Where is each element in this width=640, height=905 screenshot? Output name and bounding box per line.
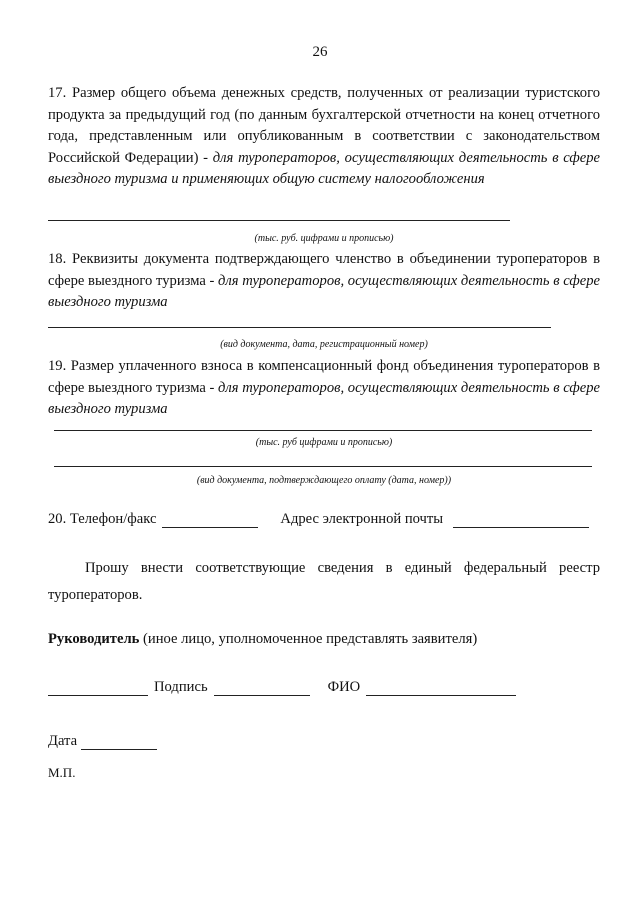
- item-17-caption: (тыс. руб. цифрами и прописью): [254, 233, 394, 244]
- item-18-italic: для туроператоров, осуществляющих деятельность в сфере выездного туризма: [48, 272, 600, 310]
- date-field[interactable]: [81, 735, 157, 750]
- date-label: Дата: [48, 733, 78, 749]
- item-19-fill-line-2[interactable]: [54, 466, 592, 467]
- item-19-paragraph: [48, 356, 600, 421]
- stamp-label: М.П.: [48, 765, 76, 780]
- item-17-fill-line[interactable]: [48, 220, 510, 221]
- item-18-paragraph: [48, 249, 600, 314]
- phone-field[interactable]: [162, 513, 258, 528]
- item-19-fill-line-1[interactable]: [54, 430, 592, 431]
- item-19-caption-1: (тыс. руб цифрами и прописью): [255, 437, 393, 448]
- email-label: Адрес электронной почты: [280, 511, 444, 527]
- fio-label: ФИО: [327, 679, 361, 695]
- request-paragraph: Прошу внести соответствующие сведения в единый федеральный реестр туроператоров.: [48, 560, 600, 603]
- head-line: [48, 631, 477, 648]
- head-bold-label: Руководитель: [48, 631, 140, 647]
- head-rest-label: (иное лицо, уполномоченное представлять заявителя): [139, 631, 478, 647]
- position-field[interactable]: [48, 681, 148, 696]
- item-18-fill-line[interactable]: [48, 327, 551, 328]
- page-number: 26: [312, 44, 328, 60]
- email-field[interactable]: [453, 513, 589, 528]
- signature-row: [48, 679, 516, 696]
- item-18-caption: (вид документа, дата, регистрационный номер): [220, 339, 428, 350]
- item-17-text: 17. Размер общего объема денежных средств, полученных от реализации туристского продукта за предыдущий год (по данным бухгалтерской отчетности на конец отчетного года, представленным или опубликованным в соответствии с законодательством Российской Федерации) -: [48, 85, 600, 166]
- fio-field[interactable]: [366, 681, 516, 696]
- item-17-italic: для туроператоров, осуществляющих деятельность в сфере выездного туризма и применяющих общую систему налогообложения: [48, 149, 600, 187]
- date-row: [48, 733, 157, 750]
- item-18-text: 18. Реквизиты документа подтверждающего членство в объединении туроператоров в сфере выездного туризма -: [48, 251, 600, 289]
- item-20-row: [48, 511, 589, 528]
- item-19-text: 19. Размер уплаченного взноса в компенсационный фонд объединения туроператоров в сфере выездного туризма -: [48, 358, 600, 396]
- item-19-italic: для туроператоров, осуществляющих деятельность в сфере выездного туризма: [48, 379, 600, 417]
- sign-field[interactable]: [214, 681, 310, 696]
- item-17-paragraph: [48, 83, 600, 191]
- sign-label: Подпись: [154, 679, 208, 695]
- item-19-caption-2: (вид документа, подтверждающего оплату (дата, номер)): [196, 475, 452, 486]
- phone-label: 20. Телефон/факс: [48, 511, 157, 527]
